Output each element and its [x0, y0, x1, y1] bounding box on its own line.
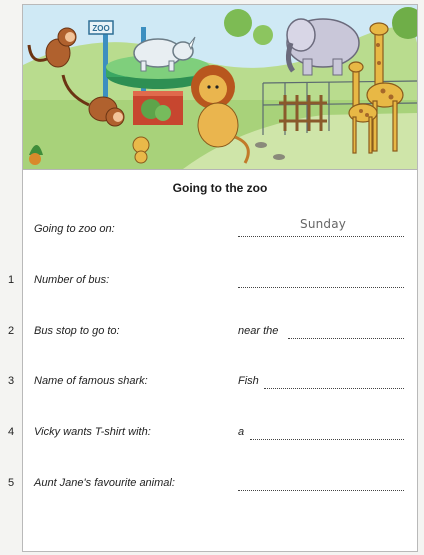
answer-field[interactable] — [238, 478, 404, 491]
worksheet-title: Going to the zoo — [172, 181, 268, 195]
question-label: Name of famous shark: — [34, 375, 148, 387]
question-row-t-shirt — [0, 426, 424, 446]
question-number: 1 — [8, 274, 15, 286]
answer-prefix: a — [238, 426, 245, 438]
question-row-famous-shark — [0, 375, 424, 395]
answer-text: Sunday — [300, 217, 347, 231]
answer-field[interactable] — [264, 376, 404, 389]
question-label: Number of bus: — [34, 274, 110, 286]
question-row-number-of-bus — [0, 274, 424, 294]
answer-field[interactable] — [288, 326, 404, 339]
question-row-bus-stop — [0, 325, 424, 345]
question-label: Aunt Jane's favourite animal: — [34, 477, 175, 489]
question-number: 5 — [8, 477, 15, 489]
question-number: 2 — [8, 325, 15, 337]
zoo-sign: ZOO — [92, 24, 110, 33]
answer-prefix: near the — [238, 325, 279, 337]
question-row-going-to-zoo — [0, 217, 424, 243]
question-label: Vicky wants T-shirt with: — [34, 426, 151, 438]
question-number: 3 — [8, 375, 15, 387]
answer-prefix: Fish — [238, 375, 259, 387]
answer-field[interactable] — [250, 427, 404, 440]
question-label: Going to zoo on: — [34, 223, 115, 235]
question-row-favourite-animal — [0, 477, 424, 497]
answer-field[interactable] — [238, 275, 404, 288]
question-number: 4 — [8, 426, 15, 438]
question-label: Bus stop to go to: — [34, 325, 120, 337]
zoo-illustration — [23, 5, 417, 170]
